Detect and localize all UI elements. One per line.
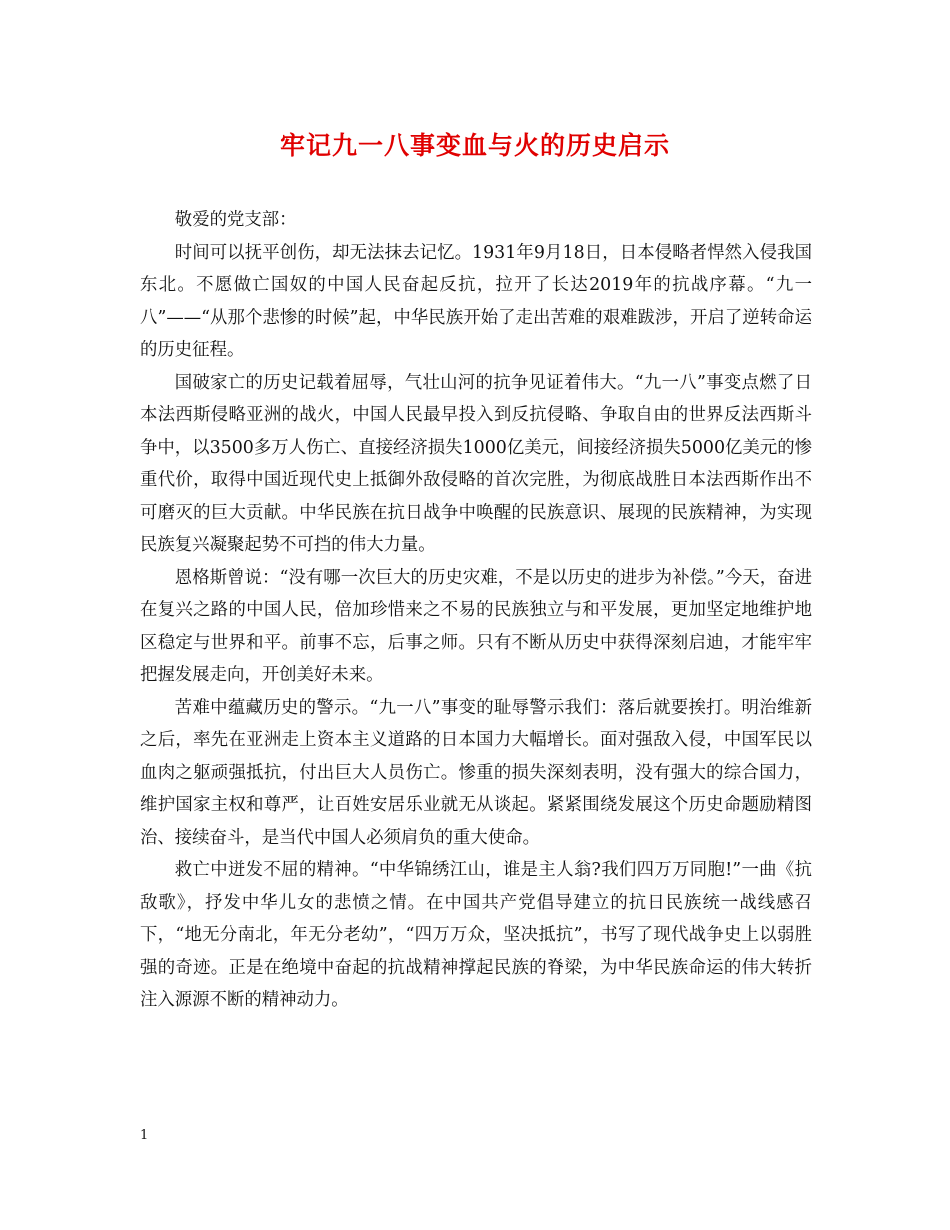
paragraph-5: 救亡中迸发不屈的精神。“中华锦绣江山，谁是主人翁?我们四万万同胞!”一曲《抗敌歌》，抒发中华儿女的悲愤之情。在中国共产党倡导建立的抗日民族统一战线感召下，“地无分南北，年无分老幼”，“四万万众，坚决抵抗”，书写了现代战争史上以弱胜强的奇迹。正是在绝境中奋起的抗战精神撑起民族的脊梁，为中华民族命运的伟大转折注入源源不断的精神动力。 <box>140 860 812 1010</box>
page-number: 1 <box>140 1128 149 1143</box>
paragraph-2: 国破家亡的历史记载着屈辱，气壮山河的抗争见证着伟大。“九一八”事变点燃了日本法西斯侵略亚洲的战火，中国人民最早投入到反抗侵略、争取自由的世界反法西斯斗争中，以3500多万人伤亡、直接经济损失1000亿美元，间接经济损失5000亿美元的惨重代价，取得中国近现代史上抵御外敌侵略的首次完胜，为彻底战胜日本法西斯作出不可磨灭的巨大贡献。中华民族在抗日战争中唤醒的民族意识、展现的民族精神，为实现民族复兴凝聚起势不可挡的伟大力量。 <box>140 372 812 555</box>
paragraph-4: 苦难中蕴藏历史的警示。“九一八”事变的耻辱警示我们：落后就要挨打。明治维新之后，率先在亚洲走上资本主义道路的日本国力大幅增长。面对强敌入侵，中国军民以血肉之躯顽强抵抗，付出巨大人员伤亡。惨重的损失深刻表明，没有强大的综合国力，维护国家主权和尊严，让百姓安居乐业就无从谈起。紧紧围绕发展这个历史命题励精图治、接续奋斗，是当代中国人必须肩负的重大使命。 <box>140 697 812 848</box>
document-body <box>140 204 812 1017</box>
salutation: 敬爱的党支部： <box>174 210 297 230</box>
document-title: 牢记九一八事变血与火的历史启示 <box>279 131 670 160</box>
paragraph-3: 恩格斯曾说：“没有哪一次巨大的历史灾难，不是以历史的进步为补偿。”今天，奋进在复兴之路的中国人民，倍加珍惜来之不易的民族独立与和平发展，更加坚定地维护地区稳定与世界和平。前事不忘，后事之师。只有不断从历史中获得深刻启迪，才能牢牢把握发展走向，开创美好未来。 <box>140 567 812 685</box>
paragraph-1: 时间可以抚平创伤，却无法抹去记忆。1931年9月18日，日本侵略者悍然入侵我国东北。不愿做亡国奴的中国人民奋起反抗，拉开了长达2019年的抗战序幕。“九一八”——“从那个悲惨的时候”起，中华民族开始了走出苦难的艰难跋涉，开启了逆转命运的历史征程。 <box>140 242 812 360</box>
